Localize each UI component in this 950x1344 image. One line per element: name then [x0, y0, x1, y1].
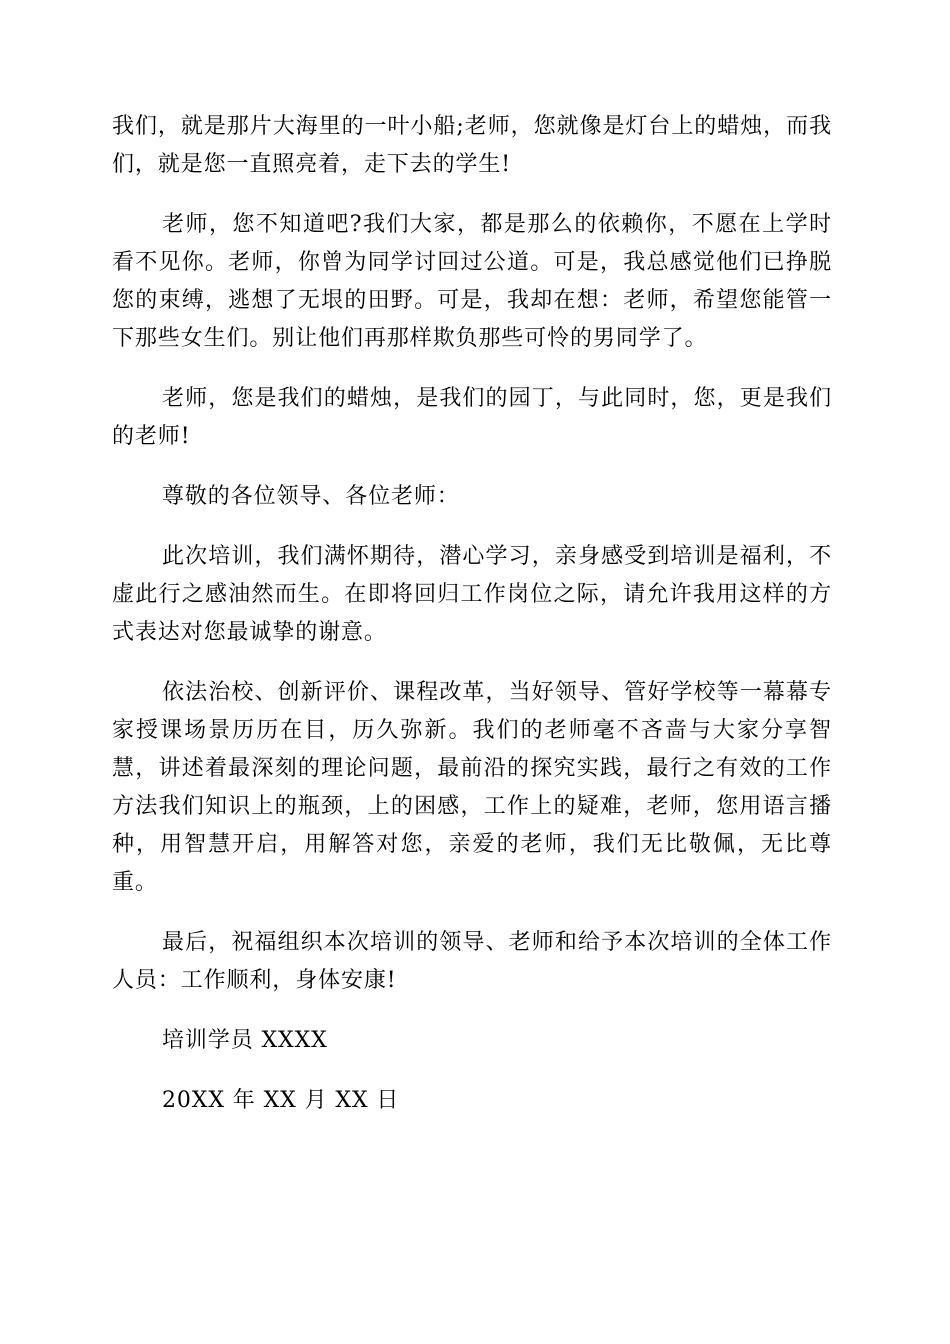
salutation: 尊敬的各位领导、各位老师：: [162, 484, 460, 509]
paragraph-candle: 老师，您是我们的蜡烛，是我们的园丁，与此同时，您，更是我们的老师!: [112, 386, 832, 449]
paragraph-experts: 依法治校、创新评价、课程改革，当好领导、管好学校等一幕幕专家授课场景历历在目，历久弥新。我们的老师毫不吝啬与大家分享智慧，讲述着最深刻的理论问题，最前沿的探究实践，最行之有效的工作方法我们知识上的瓶颈，上的困感，工作上的疑难，老师，您用语言播种，用智慧开启，用解答对您，亲爱的老师，我们无比敬佩，无比尊重。: [112, 680, 832, 895]
signature: 培训学员 XXXX: [162, 1028, 328, 1053]
date-line: 20XX 年 XX 月 XX 日: [162, 1088, 400, 1113]
paragraph-continuation: 我们，就是那片大海里的一叶小船;老师，您就像是灯台上的蜡烛，而我们，就是您一直照亮着，走下去的学生!: [112, 114, 832, 177]
paragraph-blessing: 最后，祝福组织本次培训的领导、老师和给予本次培训的全体工作人员：工作顺利，身体安康!: [112, 930, 832, 993]
paragraph-dependence: 老师，您不知道吧?我们大家，都是那么的依赖你，不愿在上学时看不见你。老师，你曾为同学讨回过公道。可是，我总感觉他们已挣脱您的束缚，逃想了无垠的田野。可是，我却在想：老师，希望您能管一下那些女生们。别让他们再那样欺负那些可怜的男同学了。: [112, 212, 832, 351]
paragraph-training: 此次培训，我们满怀期待，潜心学习，亲身感受到培训是福利，不虚此行之感油然而生。在即将回归工作岗位之际，请允许我用这样的方式表达对您最诚挚的谢意。: [112, 544, 832, 645]
